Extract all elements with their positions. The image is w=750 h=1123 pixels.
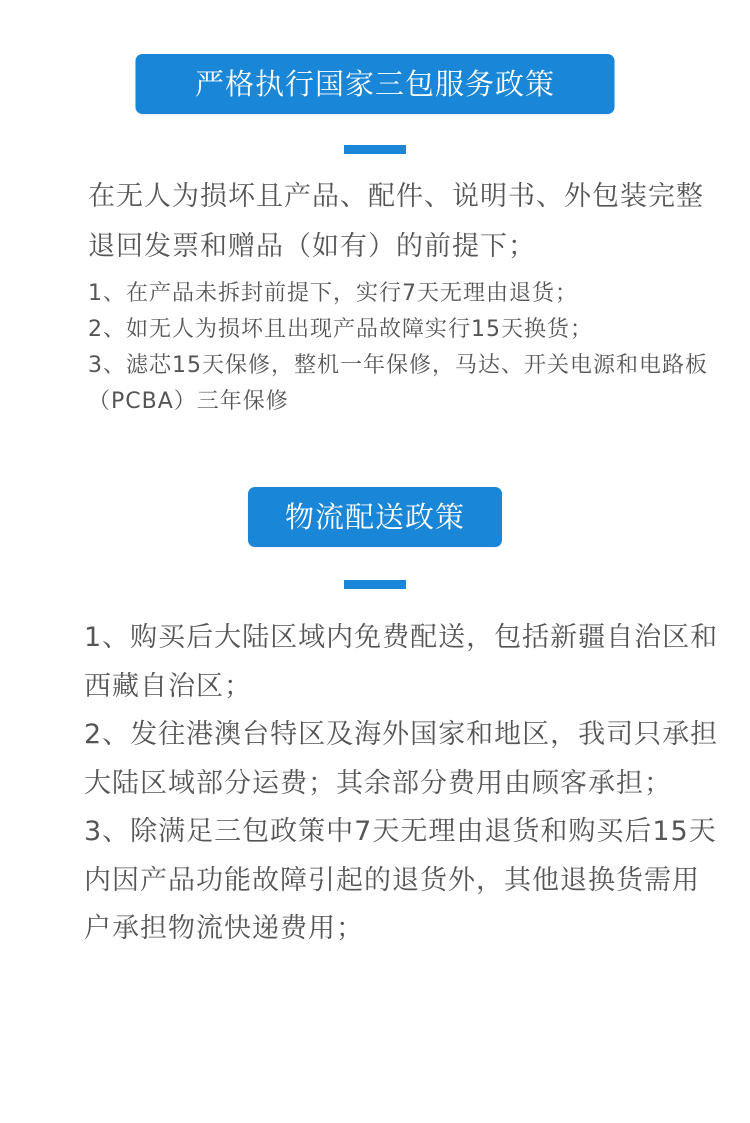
list-item: 1、在产品未拆封前提下，实行7天无理由退货； [88,281,578,306]
section-divider-bar [344,580,406,589]
list-item: 1、购买后大陆区域内免费配送，包括新疆自治区和西藏自治区； [84,622,719,702]
warranty-policy-title: 严格执行国家三包服务政策 [136,54,615,114]
logistics-policy-title: 物流配送政策 [248,487,502,547]
list-item: 3、滤芯15天保修，整机一年保修，马达、开关电源和电路板（PCBA）三年保修 [88,353,708,414]
warranty-policy-intro: 在无人为损坏且产品、配件、说明书、外包装完整退回发票和赠品（如有）的前提下； [88,181,704,262]
logistics-policy-list [84,614,724,954]
list-item: 3、除满足三包政策中7天无理由退货和购买后15天内因产品功能故障引起的退货外，其他退换货需用户承担物流快递费用； [84,816,717,944]
list-item: 2、发往港澳台特区及海外国家和地区，我司只承担大陆区域部分运费；其余部分费用由顾客承担； [84,719,719,799]
list-item: 2、如无人为损坏且出现产品故障实行15天换货； [88,317,593,342]
section-divider-bar [344,145,406,154]
warranty-policy-list [88,276,728,420]
